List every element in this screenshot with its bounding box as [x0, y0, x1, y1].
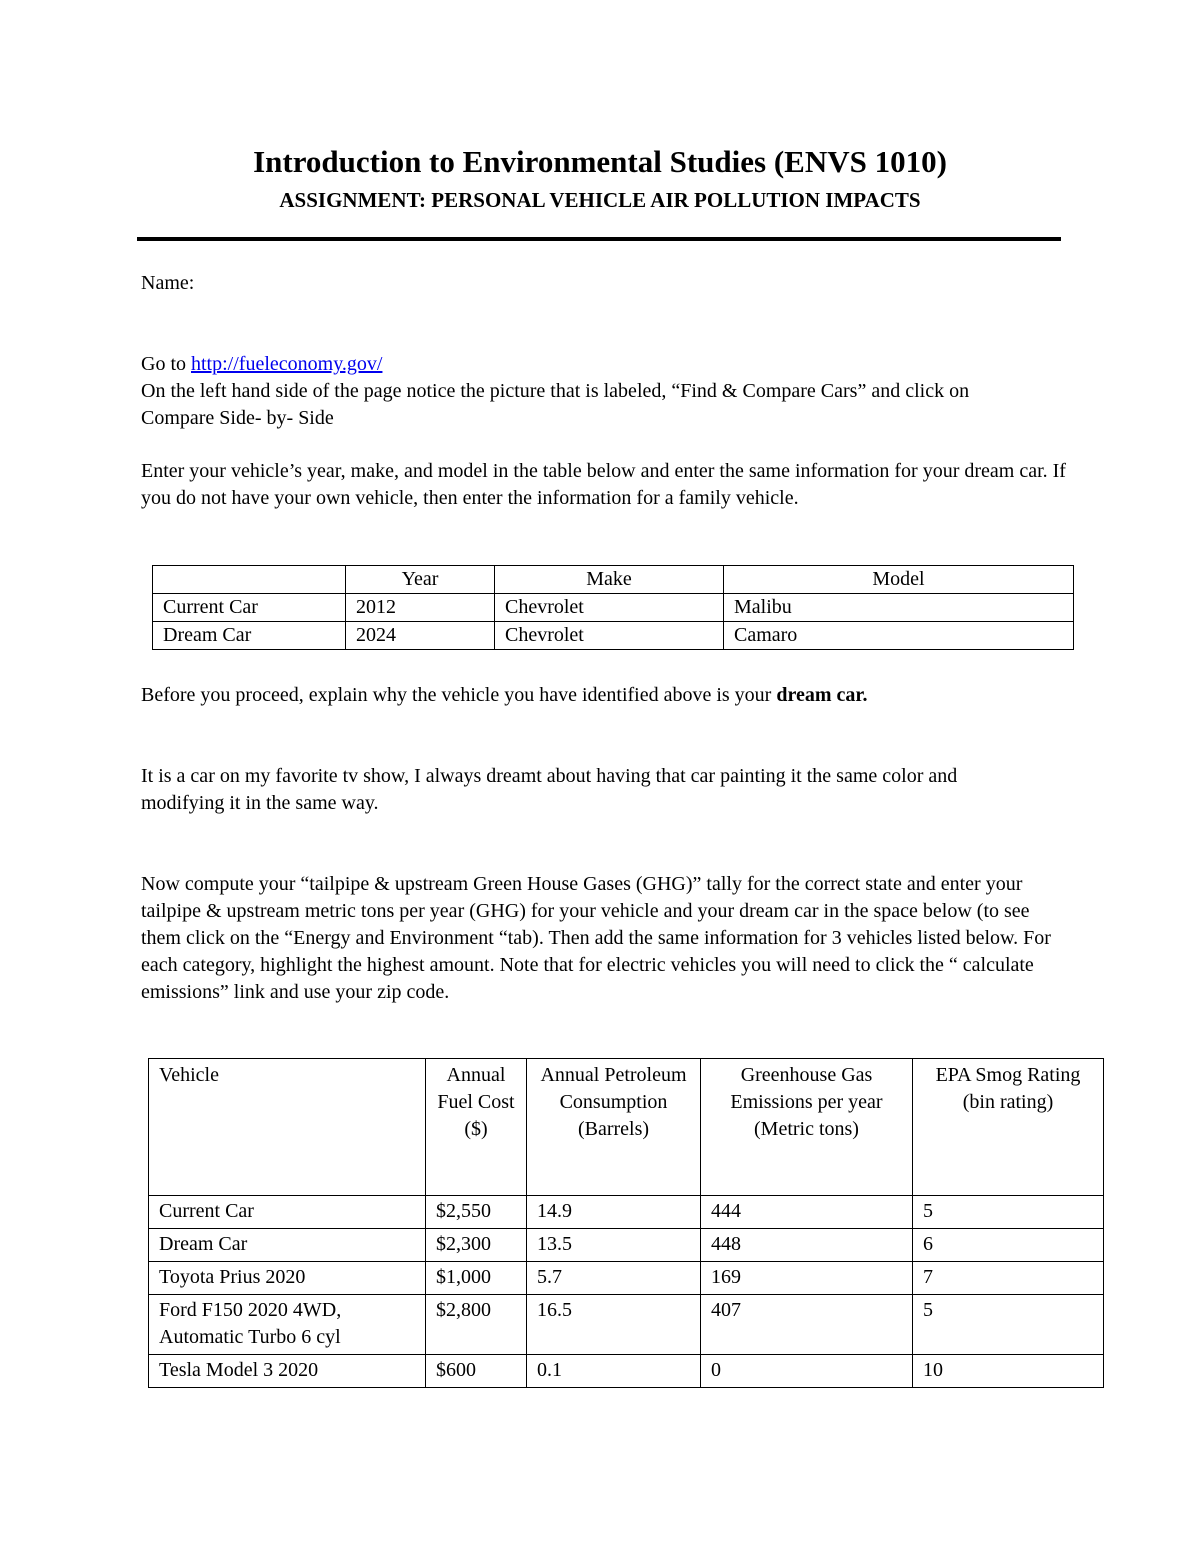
table-cell: Toyota Prius 2020	[149, 1262, 426, 1295]
table-cell: 10	[913, 1355, 1104, 1388]
table-cell: $2,300	[426, 1229, 527, 1262]
go-to-line	[141, 351, 1071, 378]
header-cell	[153, 566, 346, 594]
table-cell: 6	[913, 1229, 1104, 1262]
title-divider	[137, 237, 1061, 241]
table-cell: 5.7	[527, 1262, 701, 1295]
dream-car-answer: It is a car on my favorite tv show, I always dreamt about having that car painting it the same color and modifying it in the same way.	[141, 765, 958, 814]
fueleconomy-link[interactable]: http://fueleconomy.gov/	[191, 353, 383, 375]
header-cell: Year	[346, 566, 495, 594]
header-cell: Vehicle	[149, 1059, 426, 1196]
vehicle-table	[152, 565, 1074, 650]
table-cell: $1,000	[426, 1262, 527, 1295]
table-row	[149, 1196, 1104, 1229]
page-title: Introduction to Environmental Studies (ENVS 1010)	[253, 144, 947, 179]
table-cell: Chevrolet	[495, 594, 724, 622]
table-row	[149, 1295, 1104, 1355]
table-cell: Current Car	[149, 1196, 426, 1229]
dream-car-emphasis: dream car.	[776, 684, 868, 706]
vehicle-table-header	[153, 566, 1074, 594]
table-cell: 2024	[346, 622, 495, 650]
table-row	[153, 622, 1074, 650]
table-cell: Malibu	[724, 594, 1074, 622]
table-cell: 448	[701, 1229, 913, 1262]
header-cell: Model	[724, 566, 1074, 594]
table-cell: 0	[701, 1355, 913, 1388]
table-row	[149, 1229, 1104, 1262]
table-cell: $2,800	[426, 1295, 527, 1355]
table-row	[149, 1262, 1104, 1295]
header-cell: Annual Fuel Cost ($)	[426, 1059, 527, 1196]
table-cell: 5	[913, 1295, 1104, 1355]
name-label: Name:	[141, 272, 195, 294]
table-cell: 13.5	[527, 1229, 701, 1262]
assignment-subtitle: ASSIGNMENT: PERSONAL VEHICLE AIR POLLUTION IMPACTS	[279, 188, 921, 212]
table-cell: Tesla Model 3 2020	[149, 1355, 426, 1388]
table-cell: 16.5	[527, 1295, 701, 1355]
enter-vehicle-instruction: Enter your vehicle’s year, make, and model in the table below and enter the same information for your dream car. If you do not have your own vehicle, then enter the information for a family vehicle.	[141, 460, 1066, 509]
table-cell: $600	[426, 1355, 527, 1388]
table-cell: 0.1	[527, 1355, 701, 1388]
ghg-instructions: Now compute your “tailpipe & upstream Green House Gases (GHG)” tally for the correct state and enter your tailpipe & upstream metric tons per year (GHG) for your vehicle and your dream car in the space below (to see them click on the “Energy and Environment “tab). Then add the same information for 3 vehicles listed below. For each category, highlight the highest amount. Note that for electric vehicles you will need to click the “ calculate emissions” link and use your zip code.	[141, 873, 1051, 1003]
table-cell: 14.9	[527, 1196, 701, 1229]
header-cell: Make	[495, 566, 724, 594]
header-cell: Annual Petroleum Consumption (Barrels)	[527, 1059, 701, 1196]
table-cell: Dream Car	[149, 1229, 426, 1262]
table-cell: 7	[913, 1262, 1104, 1295]
table-row	[149, 1355, 1104, 1388]
emissions-table-header	[149, 1059, 1104, 1196]
dream-car-prompt-text: Before you proceed, explain why the vehicle you have identified above is your	[141, 684, 777, 706]
table-cell: Chevrolet	[495, 622, 724, 650]
table-cell: Ford F150 2020 4WD, Automatic Turbo 6 cyl	[149, 1295, 426, 1355]
table-cell: 407	[701, 1295, 913, 1355]
table-cell: 5	[913, 1196, 1104, 1229]
go-to-prefix: Go to	[141, 353, 191, 375]
table-cell: Dream Car	[153, 622, 346, 650]
table-row	[153, 594, 1074, 622]
table-cell: Current Car	[153, 594, 346, 622]
table-cell: Camaro	[724, 622, 1074, 650]
table-cell: 2012	[346, 594, 495, 622]
find-compare-instruction: On the left hand side of the page notice the picture that is labeled, “Find & Compare Cars” and click on Compare Side- by- Side	[141, 380, 970, 429]
dream-car-prompt	[141, 682, 1071, 709]
table-cell: 169	[701, 1262, 913, 1295]
table-cell: 444	[701, 1196, 913, 1229]
table-cell: $2,550	[426, 1196, 527, 1229]
header-cell: EPA Smog Rating (bin rating)	[913, 1059, 1104, 1196]
header-cell: Greenhouse Gas Emissions per year (Metric tons)	[701, 1059, 913, 1196]
emissions-table	[148, 1058, 1104, 1388]
